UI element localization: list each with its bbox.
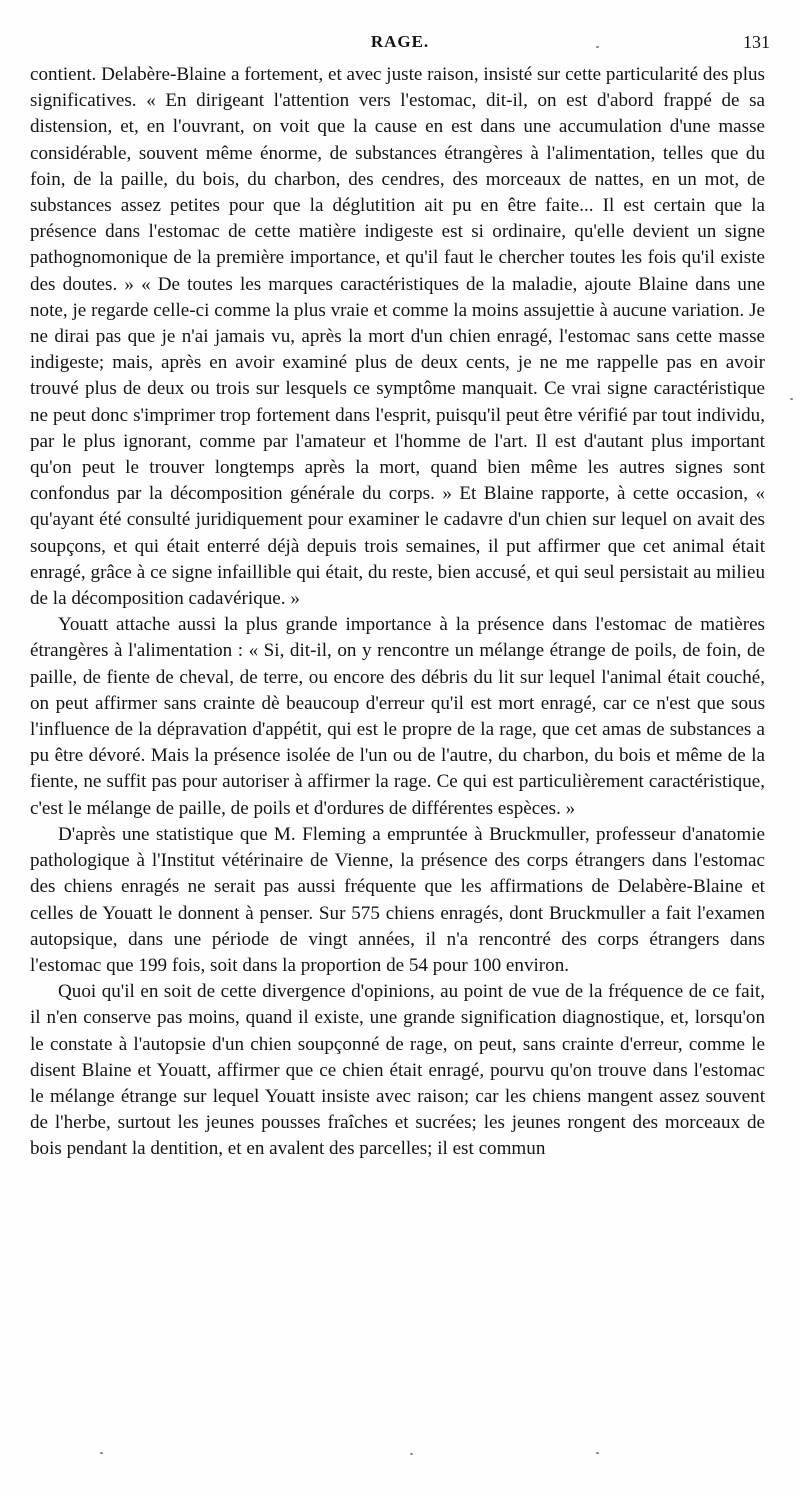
paragraph: Quoi qu'il en soit de cette divergence d'opinions, au point de vue de la fréquence de ce fait, il n'en conserve pas moins, quand il existe, une grande signification diagnostique, et, lorsqu'on le constate à l'autopsie d'un chien soupçonné de rage, on peut, sans crainte d'erreur, comme le disent Blaine et Youatt, affirmer que ce chien était enragé, pourvu qu'on trouve dans l'estomac le mélange étrange sur lequel Youatt insiste avec raison; car les chiens mangent assez souvent de l'herbe, surtout les jeunes pousses fraîches et sucrées; les jeunes rongent des morceaux de bois pendant la dentition, et en avalent des parcelles; il est commun	[30, 981, 765, 1160]
print-speck	[790, 398, 793, 400]
running-title: RAGE.	[370, 32, 430, 51]
print-speck	[100, 1452, 103, 1454]
paragraph: contient. Delabère-Blaine a fortement, et avec juste raison, insisté sur cette particularité des plus significatives. « En dirigeant l'attention vers l'estomac, dit-il, on est d'abord frappé de sa distension, et, en l'ouvrant, on voit que la cause en est dans une accumulation d'une masse considérable, souvent même énorme, de substances étrangères à l'alimentation, telles que du foin, de la paille, du bois, du charbon, des cendres, des morceaux de nattes, en un mot, de substances assez petites pour que la déglutition ait pu en être faite... Il est certain que la présence dans l'estomac de cette matière indigeste est si ordinaire, qu'elle devient un signe pathognomonique de la première importance, et qu'il faut le chercher toutes les fois qu'il existe des doutes. » « De toutes les marques caractéristiques de la maladie, ajoute Blaine dans une note, je regarde celle-ci comme la plus vraie et comme la moins assujettie à aucune variation. Je ne dirai pas que je n'ai jamais vu, après la mort d'un chien enragé, l'estomac sans cette masse indigeste; mais, après en avoir examiné plus de deux cents, je ne me rappelle pas en avoir trouvé plus de deux ou trois sur lesquels ce symptôme manquait. Ce vrai signe caractéristique ne peut donc s'imprimer trop fortement dans l'esprit, puisqu'il peut être vérifié par tout individu, par le plus ignorant, comme par l'amateur et l'homme de l'art. Il est d'autant plus important qu'on peut le trouver longtemps après la mort, quand bien même les autres signes sont confondus par la décomposition générale du corps. » Et Blaine rapporte, à cette occasion, « qu'ayant été consulté juridiquement pour examiner le cadavre d'un chien sur lequel on avait des soupçons, et qui était enterré déjà depuis trois semaines, il put affirmer que cet animal était enragé, grâce à ce signe infaillible qui était, du reste, bien accusé, et qui seul persistait au milieu de la décomposition cadavérique. »	[30, 64, 765, 610]
paragraph: Youatt attache aussi la plus grande importance à la présence dans l'estomac de matières étrangères à l'alimentation : « Si, dit-il, on y rencontre un mélange étrange de poils, de foin, de paille, de fiente de cheval, de terre, ou encore des débris du lit sur lequel l'animal était couché, on peut affirmer sans crainte dè beaucoup d'erreur qu'il est mort enragé, car ce n'est que sous l'influence de la dépravation d'appétit, qui est le propre de la rage, que cet amas de substances a pu être dévoré. Mais la présence isolée de l'un ou de l'autre, du charbon, du bois et même de la fiente, ne suffit pas pour autoriser à affirmer la rage. Ce qui est particulièrement caractéristique, c'est le mélange de paille, de poils et d'ordures de différentes espèces. »	[30, 614, 765, 819]
paragraph: D'après une statistique que M. Fleming a empruntée à Bruckmuller, professeur d'anatomie pathologique à l'Institut vétérinaire de Vienne, la présence des corps étrangers dans l'estomac des chiens enragés ne serait pas aussi fréquente que les affirmations de Delabère-Blaine et celles de Youatt le donnent à penser. Sur 575 chiens enragés, dont Bruckmuller a fait l'examen autopsique, dans une période de vingt années, il n'a rencontré des corps étrangers dans l'estomac que 199 fois, soit dans la proportion de 54 pour 100 environ.	[30, 823, 765, 976]
print-speck	[596, 1452, 599, 1454]
page-number: 131	[743, 32, 770, 52]
print-speck	[410, 1453, 413, 1455]
body-text	[30, 62, 765, 1163]
print-speck	[596, 46, 599, 48]
page-header	[30, 32, 770, 56]
